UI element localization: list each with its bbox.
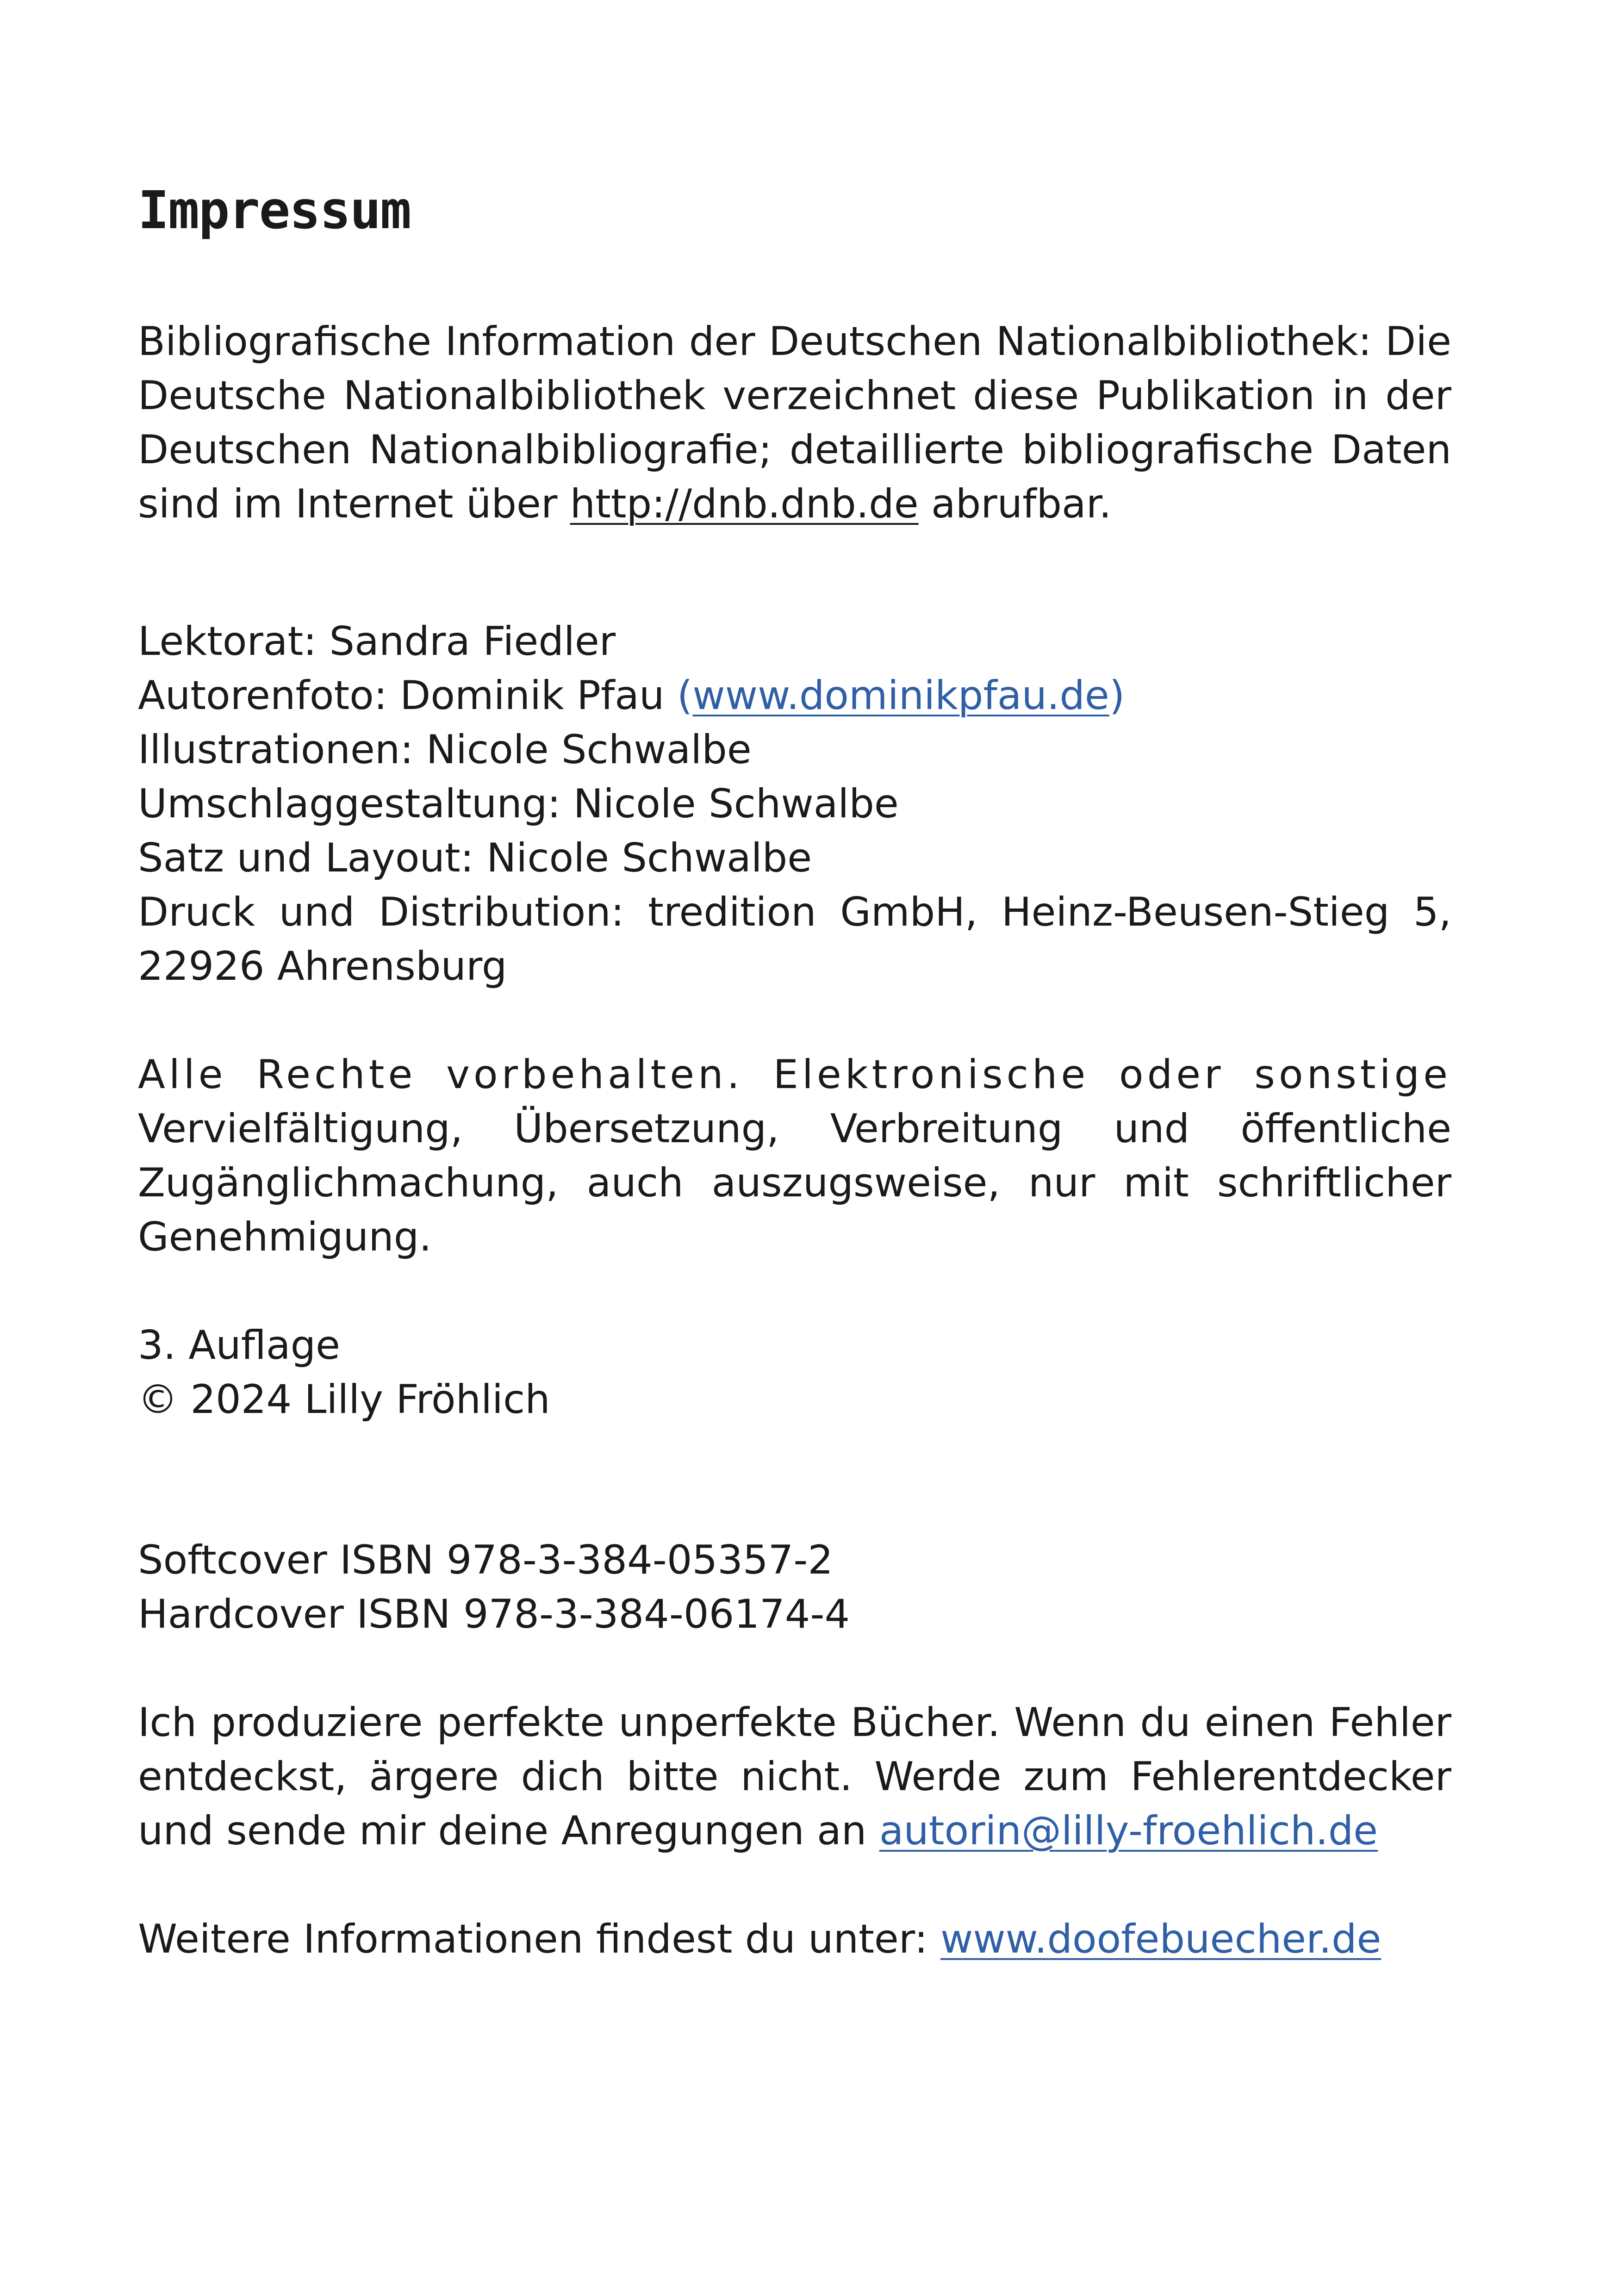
bibliographic-suffix: abrufbar. <box>918 481 1112 527</box>
edition-block <box>138 1319 1451 1427</box>
more-info <box>138 1912 1451 1966</box>
isbn-softcover: Softcover ISBN 978-3-384-05357-2 <box>138 1537 834 1583</box>
spacer <box>138 1427 1451 1533</box>
bibliographic-info <box>138 315 1451 531</box>
errors-text: Ich produziere perfekte unperfekte Bücher. Wenn du einen Fehler entdeckst, ärgere dich bitte nicht. Werde zum Fehlerentdecker und sende mir deine Anregungen an <box>138 1699 1451 1854</box>
rights-line3: Zugänglichmachung, auch auszugsweise, nur mit schriftlicher <box>138 1160 1451 1206</box>
spacer <box>138 1642 1451 1696</box>
credits-block <box>138 615 1451 994</box>
credit-druck-line1: Druck und Distribution: tredition GmbH, Heinz-Beusen-Stieg 5, <box>138 889 1451 935</box>
credit-druck-line2: 22926 Ahrensburg <box>138 943 507 989</box>
rights-line4: Genehmigung. <box>138 1214 432 1260</box>
isbn-block <box>138 1533 1451 1642</box>
more-info-label: Weitere Informationen findest du unter: <box>138 1916 940 1962</box>
spacer <box>138 531 1451 615</box>
spacer <box>138 1858 1451 1912</box>
credit-satz: Satz und Layout: Nicole Schwalbe <box>138 835 812 881</box>
credit-illustrationen: Illustrationen: Nicole Schwalbe <box>138 727 752 773</box>
credit-autorenfoto <box>138 669 1451 723</box>
author-email-link[interactable]: autorin@lilly-froehlich.de <box>879 1808 1378 1854</box>
rights-line1: Alle Rechte vorbehalten. Elektronische oder sonstige <box>138 1052 1451 1098</box>
errors-notice <box>138 1696 1451 1858</box>
rights-block <box>138 1048 1451 1264</box>
imprint-page <box>138 176 1451 1966</box>
page-title: Impressum <box>138 180 411 241</box>
autorenfoto-paren-open: ( <box>677 672 693 719</box>
autorenfoto-paren-close: ) <box>1109 672 1125 719</box>
bibliographic-text: Bibliografische Information der Deutschen Nationalbibliothek: Die Deutsche Nationalbibliothek verzeichnet diese Publikation in der Deutschen Nationalbibliografie; detaillierte bibliografische Daten sind im Internet über <box>138 318 1451 527</box>
isbn-hardcover: Hardcover ISBN 978-3-384-06174-4 <box>138 1591 850 1637</box>
photographer-link[interactable]: www.dominikpfau.de <box>692 672 1109 719</box>
website-link[interactable]: www.doofebuecher.de <box>940 1916 1382 1962</box>
spacer <box>138 1264 1451 1319</box>
spacer <box>138 994 1451 1048</box>
dnb-link[interactable]: http://dnb.dnb.de <box>570 481 919 527</box>
credit-umschlag: Umschlaggestaltung: Nicole Schwalbe <box>138 781 899 827</box>
autorenfoto-label: Autorenfoto: Dominik Pfau <box>138 672 677 719</box>
credit-lektorat: Lektorat: Sandra Fiedler <box>138 618 616 665</box>
edition-auflage: 3. Auflage <box>138 1322 341 1369</box>
edition-copyright: © 2024 Lilly Fröhlich <box>138 1376 550 1423</box>
rights-line2: Vervielfältigung, Übersetzung, Verbreitung und öffentliche <box>138 1106 1451 1152</box>
